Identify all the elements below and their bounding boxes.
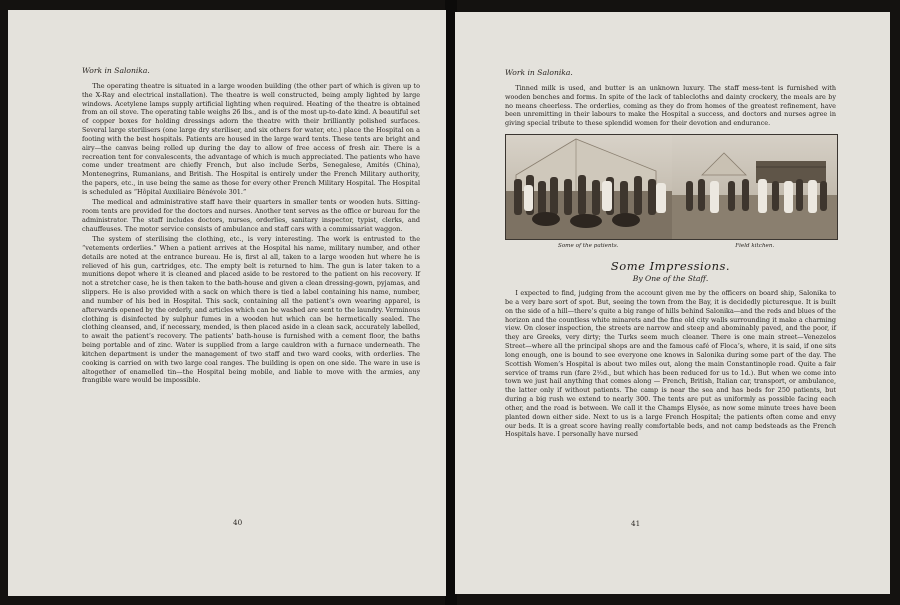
photo-row xyxy=(505,134,838,240)
photo-caption: Field kitchen. xyxy=(735,243,775,250)
paragraph: I expected to find, judging from the account given me by the officers on board ship, Salonika to be a very bare sort of spot. But, seeing the town from the Bay, it is decidedly picturesque. It is built on the side of a hill—there’s quite a big range of hills behind Salonika—and the reds and blues of the horizon and the countless white minarets and the fine old city walls surrounding it make a charming view. On closer inspection, the streets are narrow and steep and abominably paved, and the poor, if they are Greeks, very dirty; the Turks seem much cleaner. There is one main street—Venezelos Street—where all the principal shops are and the famous café of Floca’s, where, it is said, if one sits long enough, one is bound to see everyone one knows in Salonika during some part of the day. The Scottish Women’s Hospital is about two miles out, along the main Constantinople road. Quite a fair service of trams run (fare 2½d., but which has been reduced for us to 1d.). But when we come into town we just hail anything that comes along — French, British, Italian car, transport, or ambulance, the latter only if without patients. The camp is near the sea and has beds for 250 patients, but during a big rush we extend to nearly 300. The tents are put as uniformly as possible facing each other, and the road is between. We call it the Champs Elysée, as now some minute trees have been planted down either side. Next to us is a large French Hospital; the patients often come and envy our beds. It is a great score having really comfortable beds, and not camp bedsteads as the French Hospitals have. I personally have nursed xyxy=(505,289,836,439)
patients-photo xyxy=(506,135,672,239)
paragraph: The medical and administrative staff have their quarters in smaller tents or wooden huts. Sitting-room tents are provided for the doctors and nurses. Another tent serves as the office or bureau for the administrator. The staff includes doctors, nurses, orderlies, sanitary inspector, typist, clerks, and chauffeuses. The motor service consists of ambulance and staff cars with a commissariat waggon. xyxy=(82,198,420,233)
running-head: Work in Salonika. xyxy=(82,66,150,75)
body-text xyxy=(505,84,836,128)
left-page xyxy=(8,10,446,596)
page-number: 40 xyxy=(233,518,243,527)
photo-caption: Some of the patients. xyxy=(557,243,619,250)
page-number: 41 xyxy=(631,519,641,528)
body-text xyxy=(505,289,836,439)
paragraph: Tinned milk is used, and butter is an unknown luxury. The staff mess-tent is furnished with wooden benches and forms. In spite of the lack of tablecloths and dainty crockery, the meals are by no means cheerless. The orderlies, coming as they do from homes of the greatest refinement, have been unremitting in their labours to make the Hospital a success, and doctors and nurses agree in giving special tribute to these splendid women for their devotion and endurance. xyxy=(505,84,836,128)
body-text xyxy=(82,82,420,385)
photo-captions xyxy=(505,243,838,249)
paragraph: The operating theatre is situated in a large wooden building (the other part of which is given up to the X-Ray and electrical installation). The theatre is well constructed, being amply lighted by large windows. Acetylene lamps supply artificial lighting when required. Heating of the theatre is obtained from an oil stove. The operating table weighs 26 lbs., and is of the most up-to-date kind. A beautiful set of copper boxes for holding dressings adorn the theatre with their brilliantly polished surfaces. Several large sterilisers (one large dry steriliser, and six others for water, etc.) place the Hospital on a footing with the best hospitals. Patients are housed in the large ward tents. These tents are bright and airy—the canvas being rolled up during the day to allow of free access of fresh air. There is a recreation tent for convalescents, the advantage of which is much appreciated. The patients who have come under treatment are chiefly French, but also include Serbs, Senegalese, Amités (China), Montenegrins, Rumanians, and British. The Hospital is entirely under the French Military authority, the papers, etc., in use being the same as those for every other French Military Hospital. The Hospital is scheduled as “Hôpital Auxiliaire Bénévole 301.” xyxy=(82,82,420,196)
section-title: Some Impressions. xyxy=(610,259,731,274)
byline: By One of the Staff. xyxy=(632,274,709,284)
field-kitchen-photo xyxy=(672,135,838,239)
running-head: Work in Salonika. xyxy=(505,68,573,77)
paragraph: The system of sterilising the clothing, etc., is very interesting. The work is entrusted to the “vetements orderlies.” When a patient arrives at the Hospital his name, military number, and other details are noted at the entrance bureau. He is, first al all, taken to a large wooden hut where he is relieved of his gun, cartridges, etc. The empty belt is returned to him. The gun is later taken to a munitions depot where it is cleaned and placed aside to be restored to the patient on his recovery. If not a stretcher case, he is then taken to the bath-house and given a clean dressing-gown, pyjamas, and slippers. He is also provided with a sack on which there is tied a label containing his name, number, and number of his bed in Hospital. This sack, containing all the patient’s own wearing apparel, is afterwards opened by the orderly, and articles which can be washed are sent to the laundry. Verminous clothing is disinfected by sulphur fumes in a wooden hut which can be hermetically sealed. The clothing cleansed, and, if necessary, mended, is then placed aside in a clean sack, accurately labelled, to await the patient’s recovery. The patients’ bath-house is furnished with a cement floor, the baths being portable and of zinc. Water is supplied from a large cauldron with a furnace underneath. The kitchen department is under the management of two staff and two ward cooks, with orderlies. The cooking is carried on with two large coal ranges. The building is open on one side. The ware in use is altogether of enamelled tin—the Hospital being mobile, and liable to move with the armies, any frangible ware would be impossible. xyxy=(82,235,420,385)
right-page xyxy=(455,12,890,594)
